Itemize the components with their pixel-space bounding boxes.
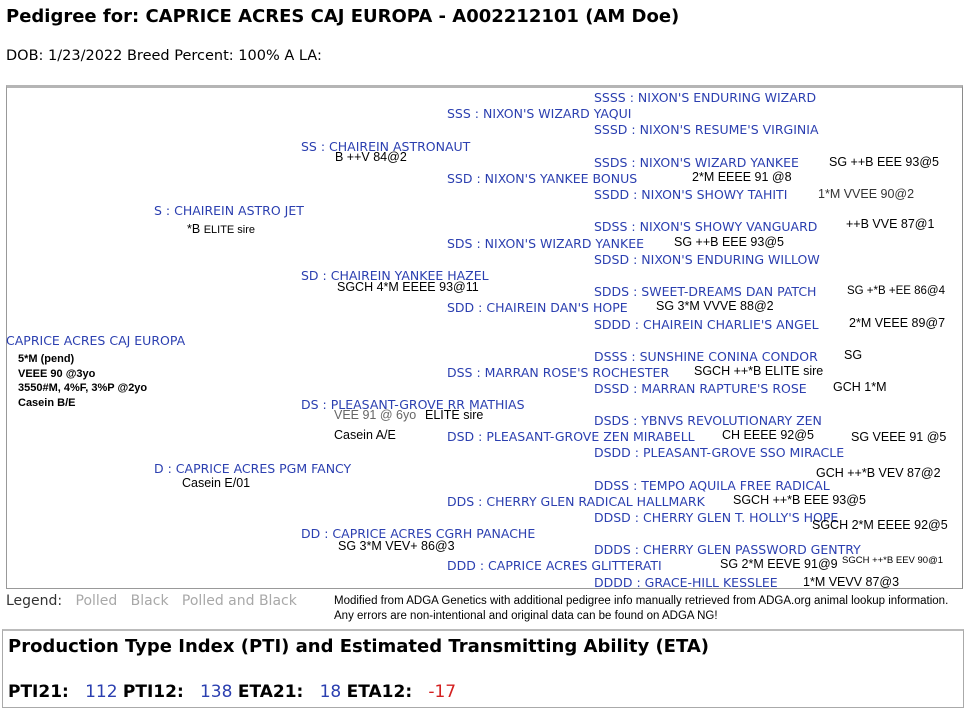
index-row <box>8 682 456 702</box>
pedigree-ddsd-ann: SGCH 2*M EEEE 92@5 <box>812 518 948 532</box>
pedigree-dddd[interactable]: DDDD : GRACE-HILL KESSLEE <box>594 575 778 590</box>
pti12-value: 138 <box>199 682 233 702</box>
subject-line-3: 3550#M, 4%F, 3%P @2yo <box>18 382 148 394</box>
legend-label: Legend: <box>6 593 63 609</box>
pedigree-ds[interactable]: DS : PLEASANT-GROVE RR MATHIAS <box>301 397 525 412</box>
index-title: Production Type Index (PTI) and Estimated Transmitting Ability (ETA) <box>8 636 710 657</box>
pedigree-ss[interactable]: SS : CHAIREIN ASTRONAUT <box>301 139 471 154</box>
pedigree-dd-ann: SG 3*M VEV+ 86@3 <box>338 539 455 553</box>
pedigree-ds-ann2: Casein A/E <box>334 428 396 442</box>
pedigree-ssd-ann: 2*M EEEE 91 @8 <box>692 170 792 184</box>
pedigree-sdds[interactable]: SDDS : SWEET-DREAMS DAN PATCH <box>594 284 817 299</box>
pedigree-dsd-ann2: SG VEEE 91 @5 <box>851 430 947 444</box>
pedigree-dss[interactable]: DSS : MARRAN ROSE'S ROCHESTER <box>447 365 670 380</box>
page-title: Pedigree for: CAPRICE ACRES CAJ EUROPA - A002212101 (AM Doe) <box>6 6 680 27</box>
pedigree-ds-ann1b: ELITE sire <box>425 408 484 422</box>
dob-line: DOB: 1/23/2022 Breed Percent: 100% A LA: <box>6 48 322 64</box>
pedigree-dsss[interactable]: DSSS : SUNSHINE CONINA CONDOR <box>594 349 818 364</box>
pedigree-sds-ann: SG ++B EEE 93@5 <box>674 235 784 249</box>
pedigree-ddds[interactable]: DDDS : CHERRY GLEN PASSWORD GENTRY <box>594 542 861 557</box>
pedigree-subject[interactable]: CAPRICE ACRES CAJ EUROPA <box>6 333 186 348</box>
pedigree-ssds[interactable]: SSDS : NIXON'S WIZARD YANKEE <box>594 155 799 170</box>
pedigree-ddss[interactable]: DDSS : TEMPO AQUILA FREE RADICAL <box>594 478 830 493</box>
pedigree-sddd-ann: 2*M VEEE 89@7 <box>849 316 946 330</box>
pedigree-dsds[interactable]: DSDS : YBNVS REVOLUTIONARY ZEN <box>594 413 822 428</box>
pedigree-ssdd-ann: 1*M VVEE 90@2 <box>818 187 915 201</box>
pedigree-dddd-ann: 1*M VEVV 87@3 <box>803 575 900 589</box>
elite-sire-label: ELITE sire <box>203 224 256 236</box>
legend <box>6 593 297 609</box>
pedigree-sddd[interactable]: SDDD : CHAIREIN CHARLIE'S ANGEL <box>594 317 819 332</box>
pedigree-dssd-ann: GCH 1*M <box>833 380 887 394</box>
pti21-label: PTI21: <box>8 682 69 702</box>
eta21-label: ETA21: <box>237 682 304 702</box>
pedigree-dds-ann: SGCH ++*B EEE 93@5 <box>733 493 866 507</box>
eta12-value: -17 <box>428 682 457 702</box>
pti21-value: 112 <box>85 682 118 702</box>
legend-black: Black <box>130 593 169 609</box>
legend-polled-and-black: Polled and Black <box>181 593 297 609</box>
pedigree-sdsd[interactable]: SDSD : NIXON'S ENDURING WILLOW <box>594 252 820 267</box>
pedigree-ssdd[interactable]: SSDD : NIXON'S SHOWY TAHITI <box>594 187 788 202</box>
pedigree-ddsd[interactable]: DDSD : CHERRY GLEN T. HOLLY'S HOPE <box>594 510 839 525</box>
pedigree-dsss-ann: SG <box>844 348 863 362</box>
pedigree-dss-ann: SGCH ++*B ELITE sire <box>694 364 824 378</box>
subject-line-1: 5*M (pend) <box>18 353 75 365</box>
pedigree-ddd-ann2: SGCH ++*B EEV 90@1 <box>842 555 943 566</box>
legend-note: Modified from ADGA Genetics with additional pedigree info manually retrieved from ADGA.org animal lookup information. Any errors are non-intentional and original data can be found on ADGA NG! <box>334 595 949 622</box>
legend-polled: Polled <box>75 593 118 609</box>
pedigree-dsd-ann: CH EEEE 92@5 <box>722 428 814 442</box>
pedigree-d-ann: Casein E/01 <box>182 476 251 490</box>
pedigree-s-ann: *B ELITE sire <box>187 222 256 236</box>
pedigree-ssds-ann: SG ++B EEE 93@5 <box>829 155 939 169</box>
eta21-value: 18 <box>319 682 342 702</box>
pedigree-sdss[interactable]: SDSS : NIXON'S SHOWY VANGUARD <box>594 219 818 234</box>
pedigree-ddd-ann: SG 2*M EEVE 91@9 <box>720 557 838 571</box>
pedigree-dd[interactable]: DD : CAPRICE ACRES CGRH PANACHE <box>301 526 536 541</box>
pedigree-sdd[interactable]: SDD : CHAIREIN DAN'S HOPE <box>447 300 628 315</box>
pedigree-sss[interactable]: SSS : NIXON'S WIZARD YAQUI <box>447 106 632 121</box>
pedigree-d[interactable]: D : CAPRICE ACRES PGM FANCY <box>154 461 352 476</box>
pedigree-ss-ann: B ++V 84@2 <box>335 150 407 164</box>
subject-line-4: Casein B/E <box>18 397 76 409</box>
pedigree-sds[interactable]: SDS : NIXON'S WIZARD YANKEE <box>447 236 644 251</box>
pedigree-dsdd[interactable]: DSDD : PLEASANT-GROVE SSO MIRACLE <box>594 445 845 460</box>
pedigree-ddss-ann: GCH ++*B VEV 87@2 <box>816 466 941 480</box>
pedigree-ssd[interactable]: SSD : NIXON'S YANKEE BONUS <box>447 171 638 186</box>
pedigree-dssd[interactable]: DSSD : MARRAN RAPTURE'S ROSE <box>594 381 807 396</box>
pedigree-s[interactable]: S : CHAIREIN ASTRO JET <box>154 203 304 218</box>
pedigree-dds[interactable]: DDS : CHERRY GLEN RADICAL HALLMARK <box>447 494 705 509</box>
pedigree-sssd[interactable]: SSSD : NIXON'S RESUME'S VIRGINIA <box>594 122 819 137</box>
pedigree-ddd[interactable]: DDD : CAPRICE ACRES GLITTERATI <box>447 558 662 573</box>
pedigree-sdss-ann: ++B VVE 87@1 <box>846 217 935 231</box>
pedigree-dsd[interactable]: DSD : PLEASANT-GROVE ZEN MIRABELL <box>447 429 695 444</box>
pedigree-sd[interactable]: SD : CHAIREIN YANKEE HAZEL <box>301 268 489 283</box>
pti12-label: PTI12: <box>122 682 184 702</box>
subject-line-2: VEEE 90 @3yo <box>18 368 96 380</box>
pedigree-sdd-ann: SG 3*M VVVE 88@2 <box>656 299 774 313</box>
pedigree-ds-ann1: VEE 91 @ 6yo <box>334 408 417 422</box>
eta12-label: ETA12: <box>346 682 413 702</box>
pedigree-sd-ann: SGCH 4*M EEEE 93@11 <box>337 280 479 294</box>
pedigree-sdds-ann: SG +*B +EE 86@4 <box>847 285 945 297</box>
pedigree-ssss[interactable]: SSSS : NIXON'S ENDURING WIZARD <box>594 90 817 105</box>
